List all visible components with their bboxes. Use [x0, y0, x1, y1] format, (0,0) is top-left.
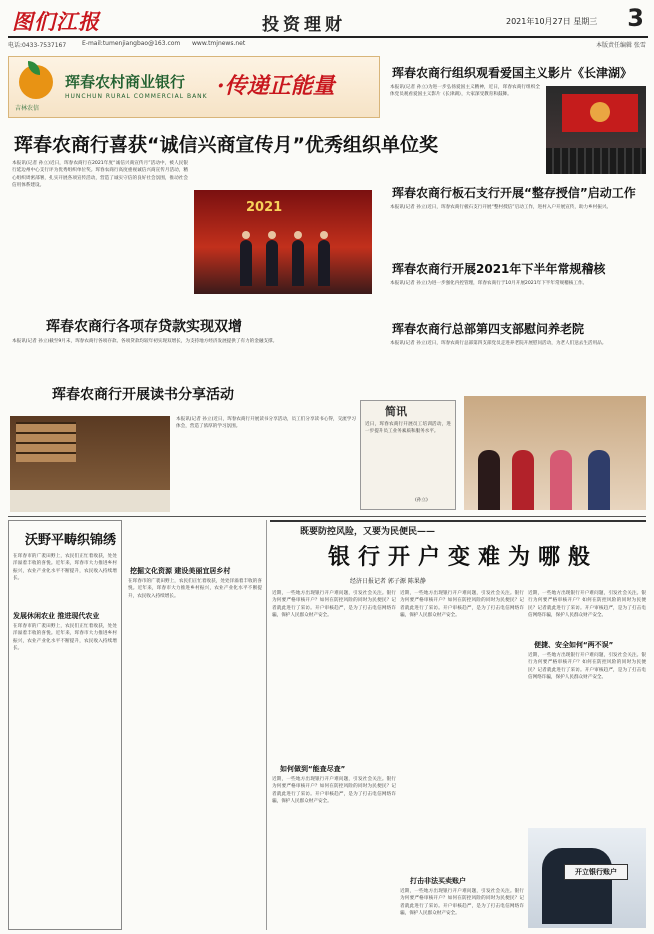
info-email: E-mail:tumenjiangbao@163.com: [82, 40, 181, 47]
masthead: [8, 4, 648, 38]
person: [240, 240, 252, 286]
dateline: 2021年10月27日 星期三: [506, 17, 598, 26]
brief-body: 近日，珲春农商行开展员工培训活动，进一步提升员工业务素质和服务水平。: [365, 422, 451, 435]
bank-name: 珲春农村商业银行: [65, 73, 186, 91]
award-photo: [194, 190, 372, 294]
article-4-body: 本报讯(记者 孙立)为进一步弘扬爱国主义精神，近日，珲春农商行组织全体党员观看爱国主义影片《长津湖》，大家深受教育和鼓舞。: [390, 85, 540, 98]
desk: [10, 490, 170, 512]
reading-photo: [10, 416, 170, 512]
feature-subhead-2: 挖掘文化资源 建设美丽宜居乡村: [130, 567, 231, 575]
info-web: www.tmjnews.net: [192, 40, 246, 47]
main-byline: 经济日报记者 郭子源 陈果静: [350, 578, 426, 585]
main-title: 银行开户变难为哪般: [328, 545, 599, 570]
section-title: 投资理财: [262, 15, 346, 35]
seats: [546, 148, 646, 174]
article-6-title: 珲春农商行开展2021年下半年常规稽核: [392, 262, 606, 276]
person: [292, 240, 304, 286]
info-phone: 电话:0433-7537167: [8, 42, 67, 49]
page-number: 3: [627, 4, 644, 32]
article-1-body: 本报讯(记者 孙立)近日，珲春农商行在2021年度“诚信兴商宣传月”活动中，被人民银行延边州中心支行评为优秀组织单位奖。珲春农商行高度重视诚信兴商宣传月活动，精心组织周密部署，扎实开展各项宣传活动，营造了诚实守信的良好社会氛围，推动社会信用体系建设。: [12, 161, 188, 189]
movie-screen: [562, 94, 638, 132]
brief-title: 简讯: [385, 405, 407, 418]
article-3-body: 本报讯(记者 孙立)近日，珲春农商行开展读书分享活动，员工们分享读书心得，交流学习体会，营造了浓厚的学习氛围。: [176, 417, 356, 430]
article-2-title: 珲春农商行各项存贷款实现双增: [46, 319, 242, 335]
main-subhead-3: 便捷、安全如何“两不误”: [534, 641, 614, 649]
article-1-title: 珲春农商行喜获“诚信兴商宣传月”优秀组织单位奖: [14, 134, 438, 156]
newspaper-logo: 图们江报: [12, 9, 100, 34]
column-divider: [266, 520, 267, 930]
section-divider: [8, 516, 646, 517]
account-photo: [528, 828, 646, 928]
main-subhead-2: 打击非法买卖账户: [410, 877, 466, 885]
main-subhead-1: 如何做到“能查尽查”: [280, 765, 346, 773]
feature-body-2: 在珲春市的广袤田野上，农民们正忙着收获，处处洋溢着丰收的喜悦。近年来，珲春市大力推进乡村振兴，农业产业化水平不断提升，农民收入持续增长。: [13, 624, 117, 652]
brief-box: [360, 400, 456, 510]
person: [588, 450, 610, 510]
feature-title: 沃野平畴织锦绣: [25, 533, 117, 548]
main-kicker: 既要防控风险，又要为民便民——: [300, 527, 436, 537]
main-body-1: 近期，一些地方出现银行开户难问题，引发社会关注。银行为何要严格审核开户？如何在防控风险的同时为民便民？记者就此进行了采访。开户审核趋严，是为了打击电信网络诈骗，保护人民群众财产安全。: [272, 591, 396, 619]
account-sign: 开立银行账户: [564, 864, 628, 880]
nursing-home-photo: [464, 396, 646, 510]
hand-icon: [542, 848, 612, 924]
article-3-title: 珲春农商行开展读书分享活动: [52, 387, 234, 403]
info-line: [8, 40, 648, 50]
main-body-3: 近期，一些地方出现银行开户难问题，引发社会关注。银行为何要严格审核开户？如何在防控风险的同时为民便民？记者就此进行了采访。开户审核趋严，是为了打击电信网络诈骗，保护人民群众财产安全。: [400, 591, 524, 619]
person: [550, 450, 572, 510]
person: [266, 240, 278, 286]
feature-subhead-1: 发展休闲农业 推进现代农业: [13, 612, 100, 620]
cinema-photo: [546, 86, 646, 174]
article-5-body: 本报讯(记者 孙立)近日，珲春农商行板石支行开展“整村授信”启动工作，进村入户开展宣传，助力乡村振兴。: [390, 205, 612, 210]
article-5-title: 珲春农商行板石支行开展“整存授信”启动工作: [392, 186, 636, 200]
bookshelf: [16, 422, 76, 462]
bank-sub: 吉林农信: [15, 105, 40, 112]
banner-slogan: ·传递正能量: [217, 73, 335, 99]
stage-banner: 2021: [246, 200, 283, 215]
main-body-4: 近期，一些地方出现银行开户难问题，引发社会关注。银行为何要严格审核开户？如何在防控风险的同时为民便民？记者就此进行了采访。开户审核趋严，是为了打击电信网络诈骗，保护人民群众财产安全。: [400, 889, 524, 917]
person: [318, 240, 330, 286]
feature-body: 在珲春市的广袤田野上，农民们正忙着收获，处处洋溢着丰收的喜悦。近年来，珲春市大力推进乡村振兴，农业产业化水平不断提升，农民收入持续增长。: [13, 554, 117, 582]
bank-banner: [8, 56, 380, 118]
person: [478, 450, 500, 510]
article-7-body: 本报讯(记者 孙立)近日，珲春农商行总部第四支部党员走进养老院开展慰问活动，为老人们送去生活用品。: [390, 341, 607, 346]
feature-box: [8, 520, 122, 930]
article-6-body: 本报讯(记者 孙立)为进一步强化内控管理，珲春农商行于10月开展2021年下半年常规稽核工作。: [390, 281, 588, 286]
person: [512, 450, 534, 510]
info-editor: 本版责任编辑 张雪: [596, 42, 646, 49]
main-body-5: 近期，一些地方出现银行开户难问题，引发社会关注。银行为何要严格审核开户？如何在防控风险的同时为民便民？记者就此进行了采访。开户审核趋严，是为了打击电信网络诈骗，保护人民群众财产安全。: [528, 591, 646, 619]
article-4-title: 珲春农商行组织观看爱国主义影片《长津湖》: [392, 66, 633, 80]
article-2-body: 本报讯(记者 孙立)截至9月末，珲春农商行各项存款、各项贷款均较年初实现双增长，为支持地方经济发展提供了有力的金融支撑。: [12, 339, 278, 344]
main-body-6: 近期，一些地方出现银行开户难问题，引发社会关注。银行为何要严格审核开户？如何在防控风险的同时为民便民？记者就此进行了采访。开户审核趋严，是为了打击电信网络诈骗，保护人民群众财产安全。: [528, 653, 646, 681]
feature-body-3: 在珲春市的广袤田野上，农民们正忙着收获，处处洋溢着丰收的喜悦。近年来，珲春市大力推进乡村振兴，农业产业化水平不断提升，农民收入持续增长。: [128, 579, 262, 599]
article-7-title: 珲春农商行总部第四支部慰问养老院: [392, 322, 585, 336]
brief-byline: (孙立): [415, 498, 428, 503]
main-body-2: 近期，一些地方出现银行开户难问题，引发社会关注。银行为何要严格审核开户？如何在防控风险的同时为民便民？记者就此进行了采访。开户审核趋严，是为了打击电信网络诈骗，保护人民群众财产安全。: [272, 777, 396, 805]
bank-name-en: HUNCHUN RURAL COMMERCIAL BANK: [65, 93, 208, 100]
